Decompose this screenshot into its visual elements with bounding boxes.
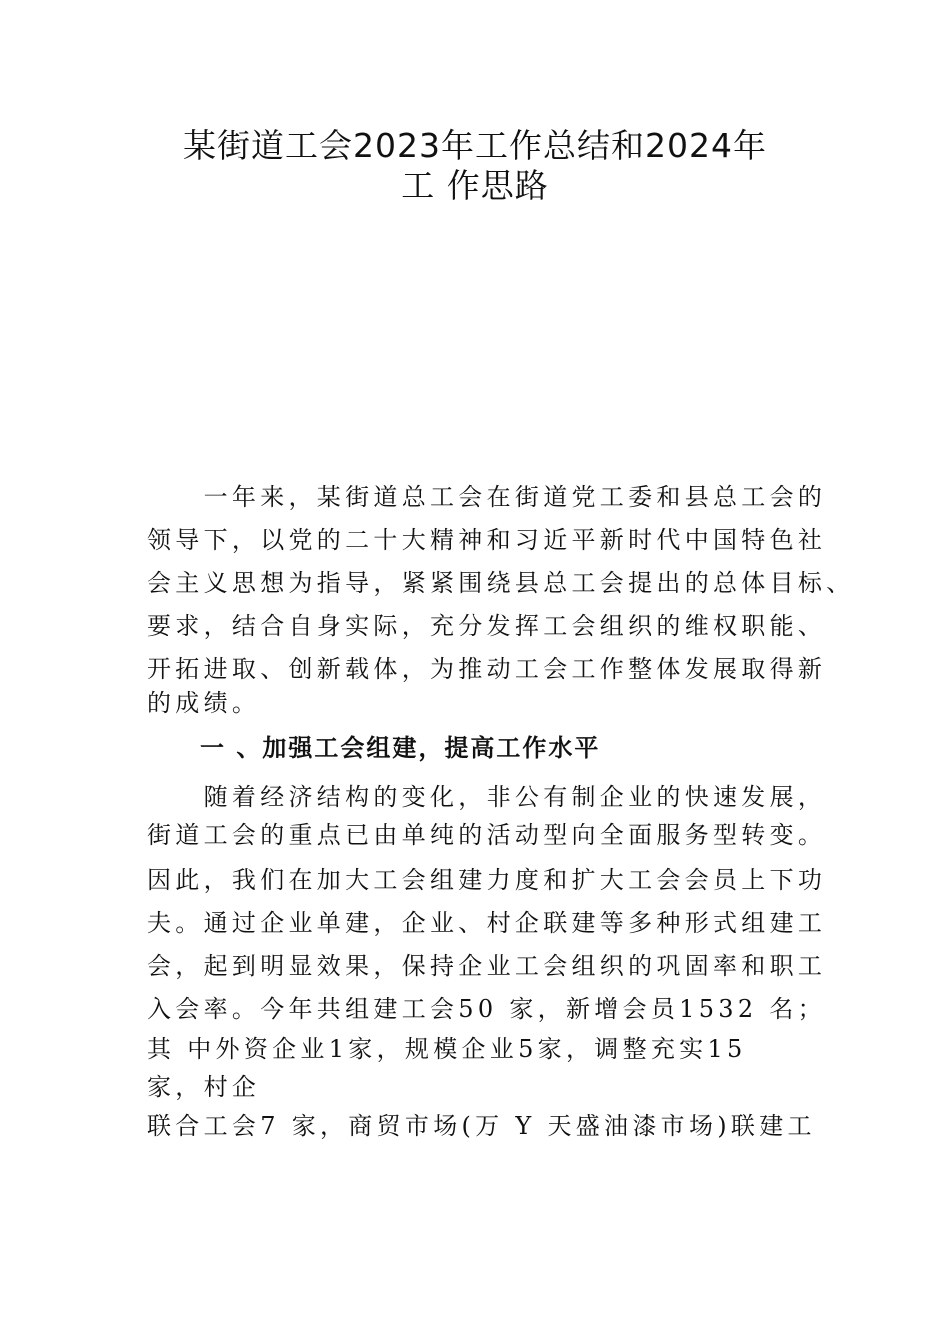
intro-line: 领导下，以党的二十大精神和习近平新时代中国特色社 [147,526,827,554]
intro-line: 要求，结合自身实际，充分发挥工会组织的维权职能、 [147,612,827,640]
section-1-line: 因此，我们在加大工会组建力度和扩大工会会员上下功 [147,866,827,894]
section-1-line: 街道工会的重点已由单纯的活动型向全面服务型转变。 [147,821,827,849]
section-1-line: 其 中外资企业1家，规模企业5家，调整充实15 [147,1035,747,1063]
intro-line: 一年来，某街道总工会在街道党工委和县总工会的 [147,483,827,511]
section-1-line: 随着经济结构的变化，非公有制企业的快速发展， [147,783,827,811]
section-1-line: 联合工会7 家，商贸市场(万 Y 天盛油漆市场)联建工 [147,1112,816,1140]
intro-line: 会主义思想为指导，紧紧围绕县总工会提出的总体目标、 [147,569,855,597]
intro-line: 的成绩。 [147,689,261,717]
section-1-line: 夫。通过企业单建，企业、村企联建等多种形式组建工 [147,909,827,937]
section-1-line: 家，村企 [147,1073,261,1101]
section-1-heading: 一 、加强工会组建，提高工作水平 [200,734,601,762]
section-1-line: 会，起到明显效果，保持企业工会组织的巩固率和职工 [147,952,827,980]
intro-line: 开拓进取、创新载体，为推动工会工作整体发展取得新 [147,655,827,683]
document-title-line-2: 工 作思路 [401,166,549,205]
section-1-line: 入会率。今年共组建工会50 家，新增会员1532 名； [147,995,826,1023]
document-title-line-1: 某街道工会2023年工作总结和2024年 [183,126,767,165]
